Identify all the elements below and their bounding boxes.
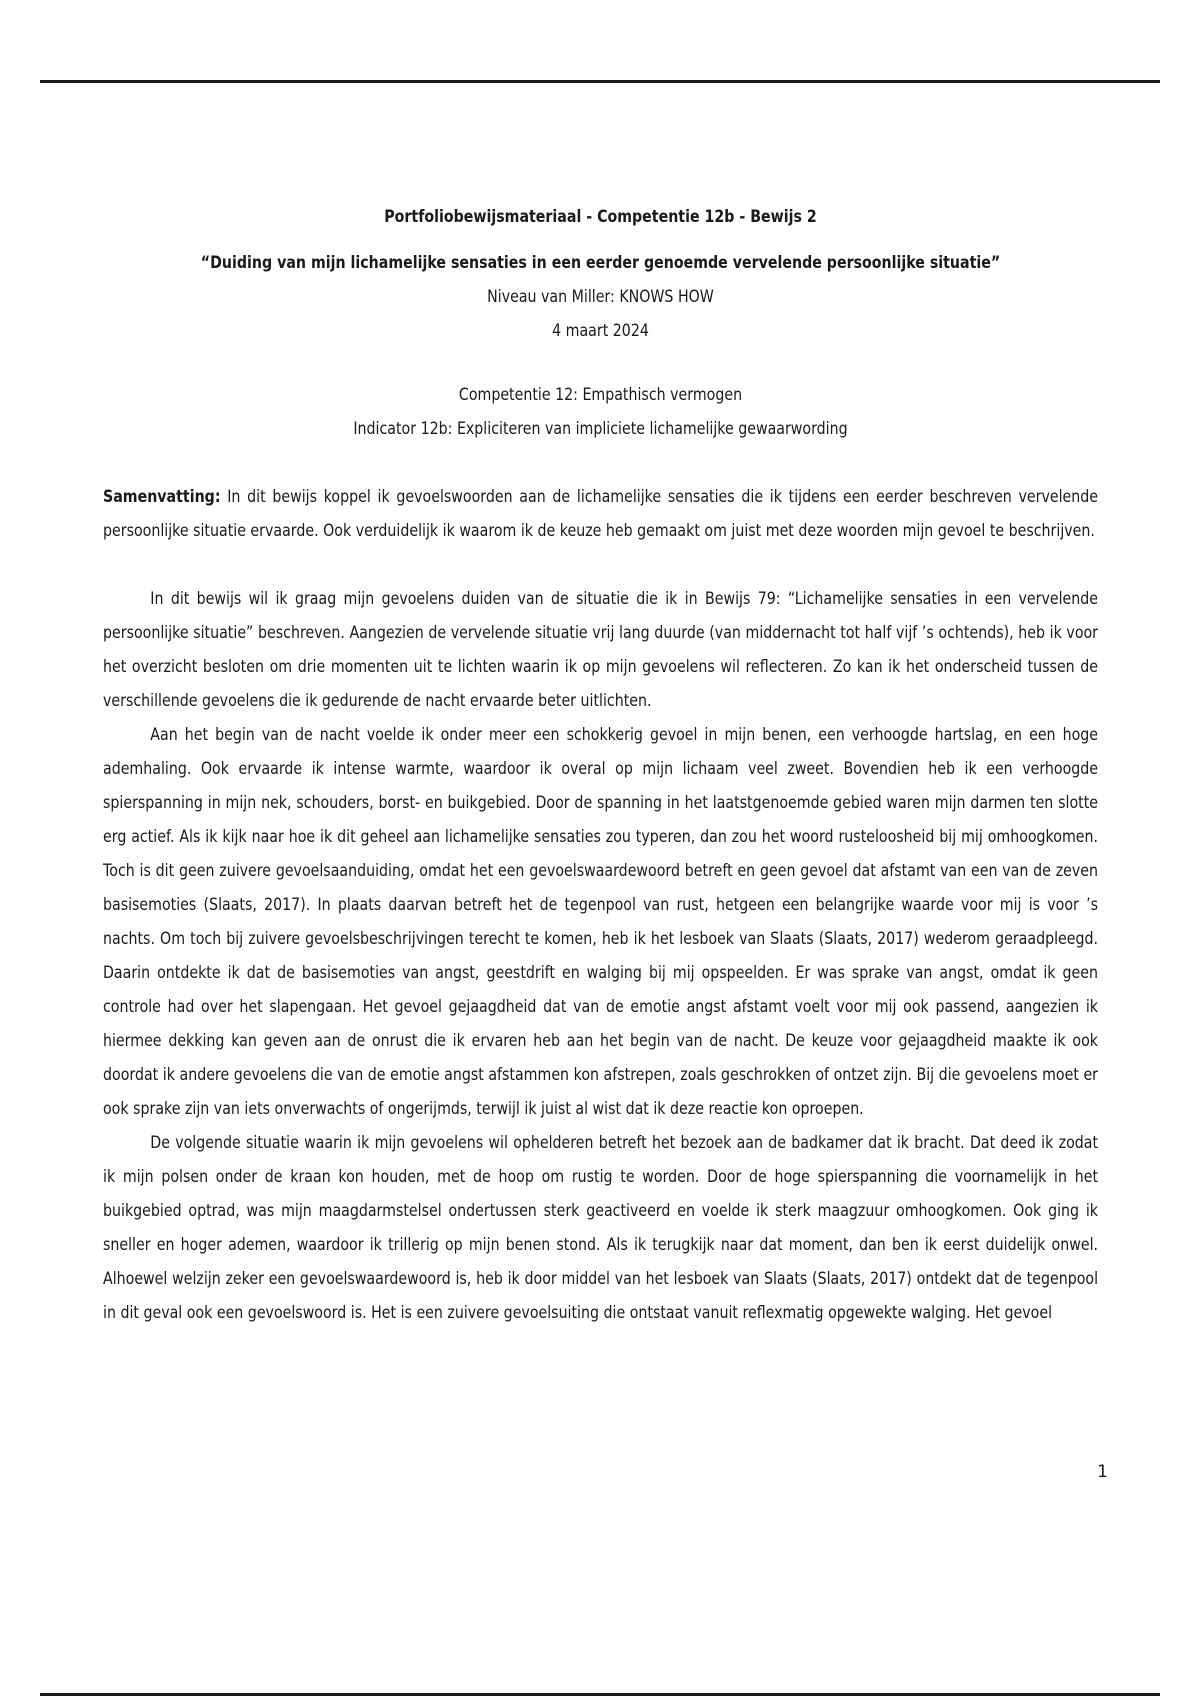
competence-label: Competentie 12: Empathisch vermogen — [458, 385, 743, 404]
document-page — [103, 200, 1098, 1330]
miller-level: Niveau van Miller: KNOWS HOW — [487, 287, 714, 306]
summary-text: In dit bewijs koppel ik gevoelswoorden aan de lichamelijke sensaties die ik tijdens een eerder beschreven vervelende persoonlijke situatie ervaarde. Ook verduidelijk ik waarom ik de keuze heb gemaakt om juist met deze woorden mijn gevoel te beschrijven. — [103, 487, 1099, 540]
document-title: Portfoliobewijsmateriaal - Competentie 12b - Bewijs 2 — [384, 207, 817, 226]
body-paragraph: In dit bewijs wil ik graag mijn gevoelens duiden van de situatie die ik in Bewijs 79: “Lichamelijke sensaties in een vervelende persoonlijke situatie” beschreven. Aangezien de vervelende situatie vrij lang duurde (van middernacht tot half vijf ’s ochtends), heb ik voor het overzicht besloten om drie momenten uit te lichten waarin ik op mijn gevoelens wil reflecteren. Zo kan ik het onderscheid tussen de verschillende gevoelens die ik gedurende de nacht ervaarde beter uitlichten. — [103, 589, 1099, 710]
summary-label: Samenvatting: — [103, 487, 221, 506]
bottom-rule — [40, 1693, 1160, 1696]
top-rule — [40, 80, 1160, 83]
document-body — [103, 480, 1098, 1330]
document-date: 4 maart 2024 — [552, 321, 649, 340]
document-subtitle: “Duiding van mijn lichamelijke sensaties in een eerder genoemde vervelende persoonlijke situatie” — [200, 253, 1001, 272]
body-paragraph: De volgende situatie waarin ik mijn gevoelens wil ophelderen betreft het bezoek aan de badkamer dat ik bracht. Dat deed ik zodat ik mijn polsen onder de kraan kon houden, met de hoop om rustig te worden. Door de hoge spierspanning die voornamelijk in het buikgebied optrad, was mijn maagdarmstelsel ondertussen sterk geactiveerd en voelde ik sterk maagzuur omhoogkomen. Ook ging ik sneller en hoger ademen, waardoor ik trillerig op mijn benen stond. Als ik terugkijk naar dat moment, dan ben ik eerst duidelijk onwel. Alhoewel welzijn zeker een gevoelswaardewoord is, heb ik door middel van het lesboek van Slaats (Slaats, 2017) ontdekt dat de tegenpool in dit geval ook een gevoelswoord is. Het is een zuivere gevoelsuiting die ontstaat vanuit reflexmatig opgewekte walging. Het gevoel — [103, 1133, 1099, 1322]
indicator-label: Indicator 12b: Expliciteren van impliciete lichamelijke gewaarwording — [353, 419, 848, 438]
summary-paragraph — [103, 480, 1098, 548]
page-number: 1 — [1097, 1462, 1108, 1482]
body-paragraph: Aan het begin van de nacht voelde ik onder meer een schokkerig gevoel in mijn benen, een verhoogde hartslag, en een hoge ademhaling. Ook ervaarde ik intense warmte, waardoor ik overal op mijn lichaam veel zweet. Bovendien heb ik een verhoogde spierspanning in mijn nek, schouders, borst- en buikgebied. Door de spanning in het laatstgenoemde gebied waren mijn darmen ten slotte erg actief. Als ik kijk naar hoe ik dit geheel aan lichamelijke sensaties zou typeren, dan zou het woord rusteloosheid bij mij omhoogkomen. Toch is dit geen zuivere gevoelsaanduiding, omdat het een gevoelswaardewoord betreft en geen gevoel dat afstamt van een van de zeven basisemoties (Slaats, 2017). In plaats daarvan betreft het de tegenpool van rust, hetgeen een belangrijke waarde voor mij is voor ’s nachts. Om toch bij zuivere gevoelsbeschrijvingen terecht te komen, heb ik het lesboek van Slaats (Slaats, 2017) wederom geraadpleegd. Daarin ontdekte ik dat de basisemoties van angst, geestdrift en walging bij mij opspeelden. Er was sprake van angst, omdat ik geen controle had over het slapengaan. Het gevoel gejaagdheid dat van de emotie angst afstamt voelt voor mij ook passend, aangezien ik hiermee dekking kan geven aan de onrust die ik ervaren heb aan het begin van de nacht. De keuze voor gejaagdheid maakte ik ook doordat ik andere gevoelens die van de emotie angst afstammen kon afstrepen, zoals geschrokken of ontzet zijn. Bij die gevoelens moet er ook sprake zijn van iets onverwachts of ongerijmds, terwijl ik juist al wist dat ik deze reactie kon oproepen. — [103, 725, 1099, 1118]
document-header — [173, 200, 1029, 446]
